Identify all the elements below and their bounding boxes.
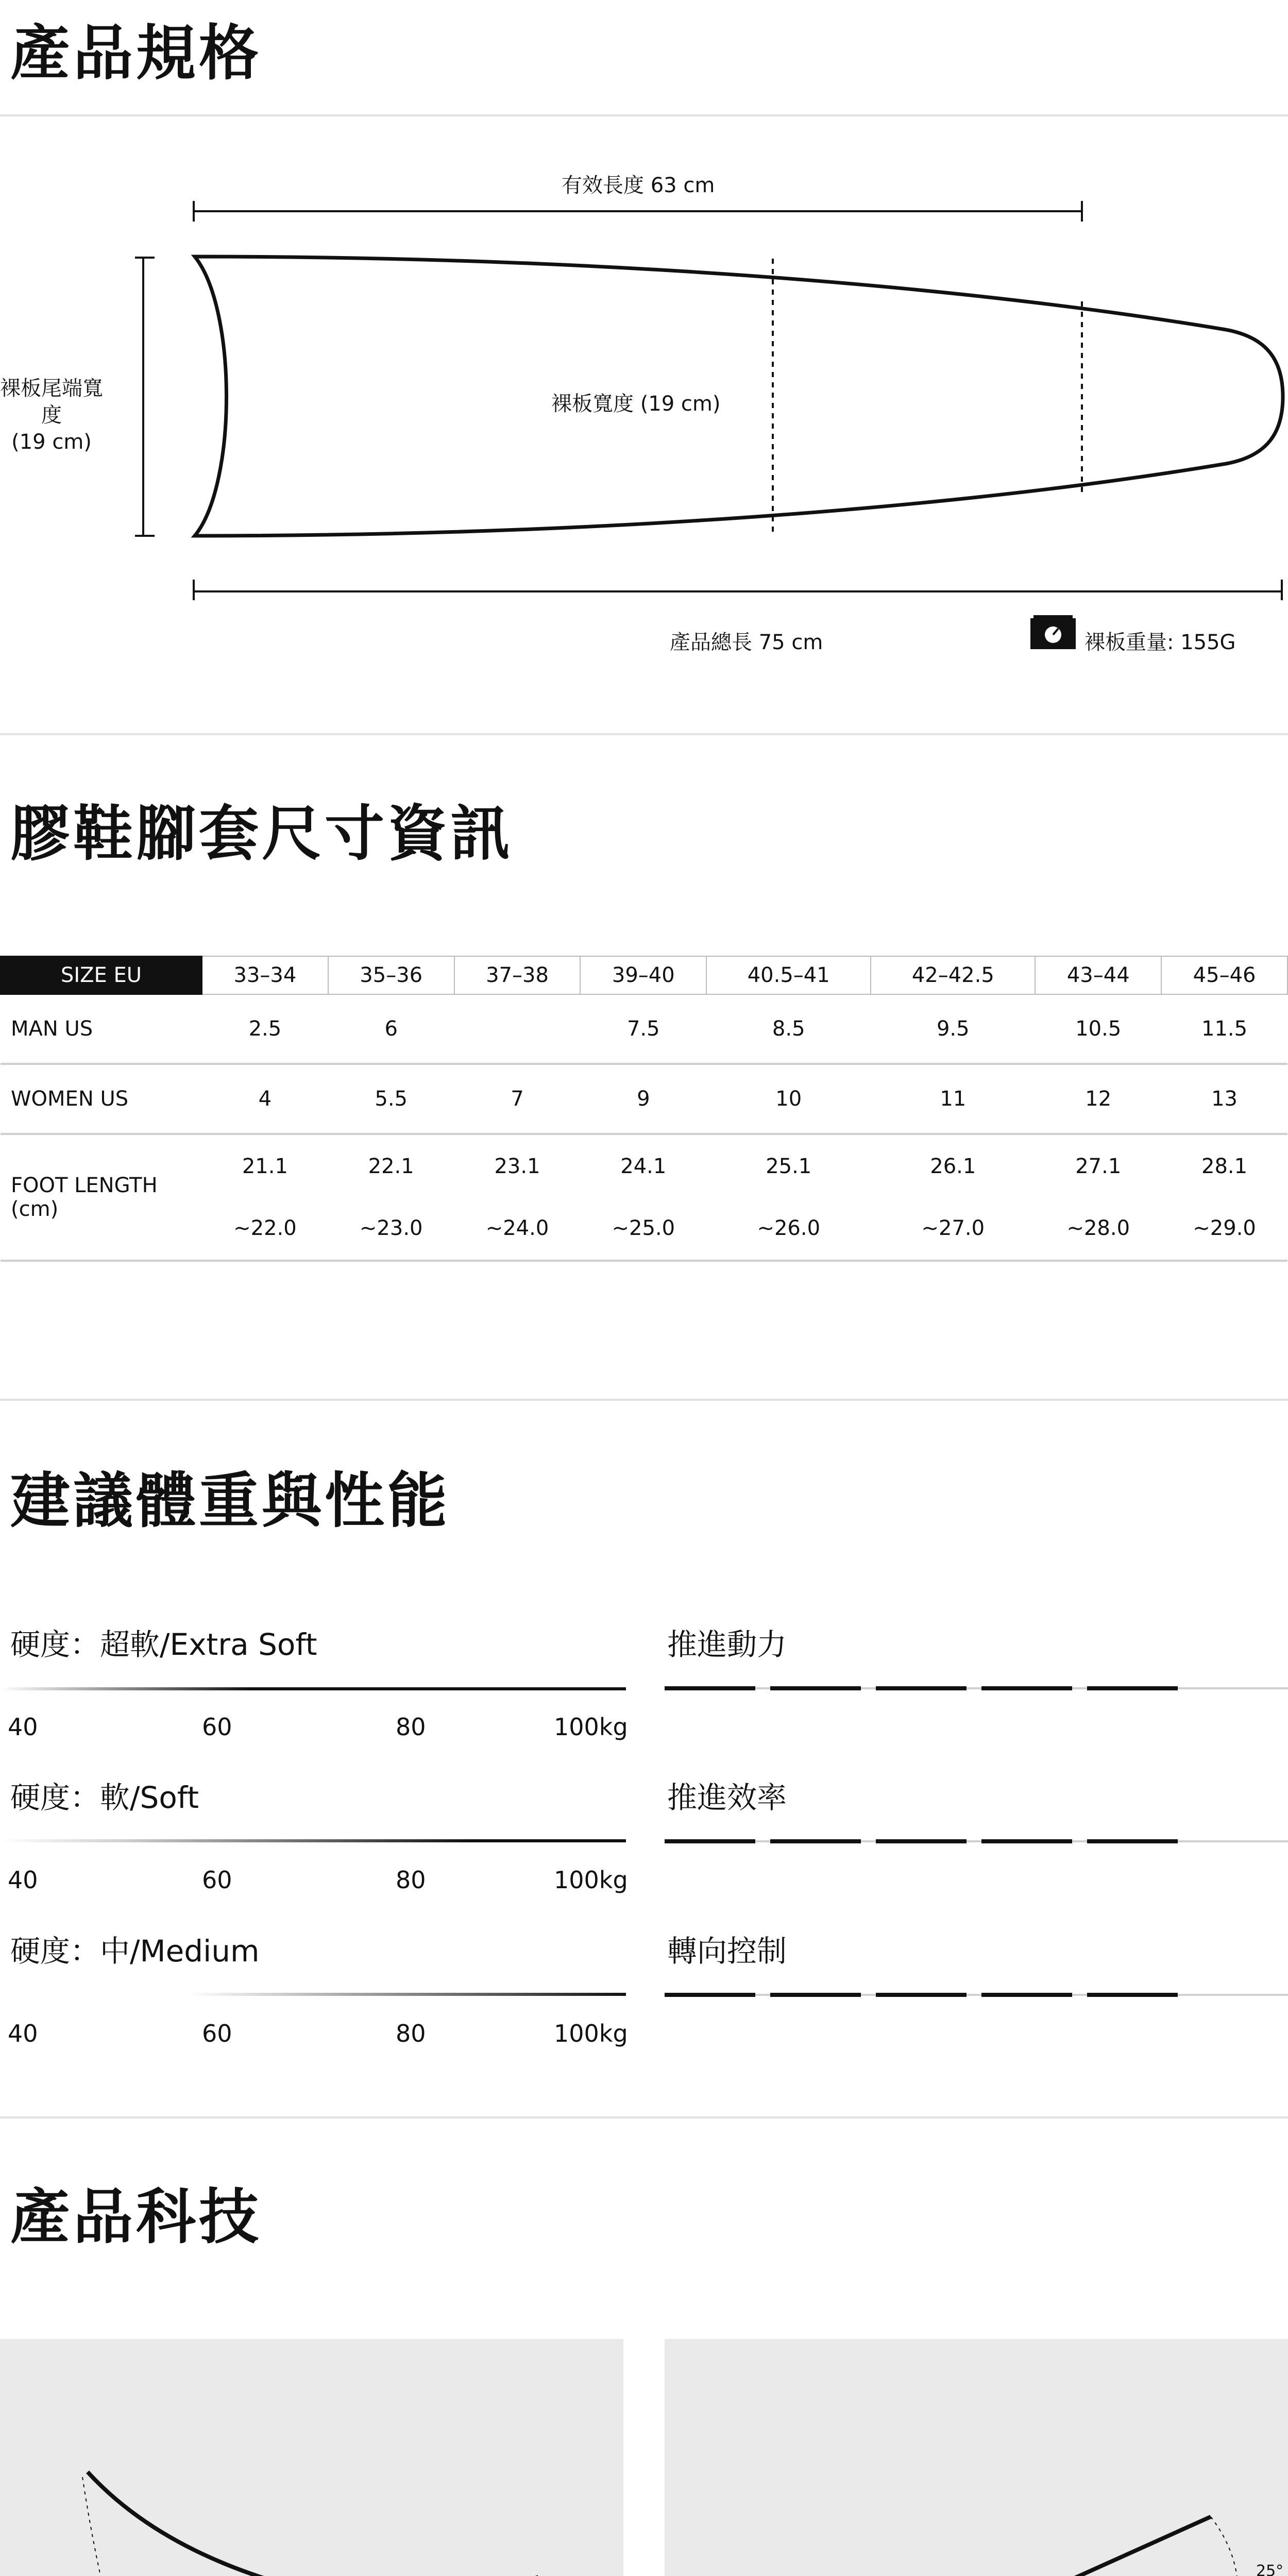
foot-max: ~28.0 xyxy=(1066,1216,1130,1240)
foot-max: ~23.0 xyxy=(359,1216,423,1240)
size-header-row xyxy=(1,956,1287,994)
scale-icon xyxy=(1030,615,1076,649)
scale-100: 100kg xyxy=(554,2020,628,2047)
scale-60: 60 xyxy=(202,1866,232,1894)
cell: 11 xyxy=(940,1087,967,1111)
size-col: 33–34 xyxy=(202,956,328,994)
divider xyxy=(0,733,1288,735)
women-label: WOMEN US xyxy=(11,1087,129,1111)
size-col: 40.5–41 xyxy=(706,956,871,994)
cell: 7 xyxy=(511,1087,524,1111)
scale-40: 40 xyxy=(8,1866,38,1894)
effective-length-label: 有效長度 63 cm xyxy=(562,174,715,197)
scale-60: 60 xyxy=(202,2020,232,2047)
perf-seg xyxy=(1087,1993,1178,1997)
perf-track xyxy=(665,1840,1288,1842)
size-col: 37–38 xyxy=(454,956,581,994)
cell xyxy=(454,1134,581,1261)
divider xyxy=(0,1399,1288,1401)
foot-max: ~25.0 xyxy=(612,1216,675,1240)
perf-efficiency-label: 推進效率 xyxy=(667,1780,787,1815)
size-table xyxy=(0,956,1288,1262)
perf-seg xyxy=(770,1993,861,1997)
cell: 2.5 xyxy=(248,1017,282,1041)
cell: 10 xyxy=(775,1087,802,1111)
cell xyxy=(1035,1134,1161,1261)
foot-min: 22.1 xyxy=(368,1155,414,1178)
foot-max: ~22.0 xyxy=(233,1216,297,1240)
blade-outline xyxy=(195,257,1283,536)
perf-seg xyxy=(770,1839,861,1843)
perf-seg xyxy=(665,1686,755,1690)
weight-title: 建議體重與性能 xyxy=(10,1466,450,1536)
perf-seg xyxy=(876,1993,967,1997)
weight-range-bar xyxy=(0,1687,626,1690)
tail-width-line2: (19 cm) xyxy=(11,430,92,454)
cell: 5.5 xyxy=(375,1087,408,1111)
perf-seg xyxy=(1087,1839,1178,1843)
cell: 7.5 xyxy=(626,1017,660,1041)
spec-title: 產品規格 xyxy=(10,19,262,88)
perf-seg xyxy=(665,1993,755,1997)
foot-min: 21.1 xyxy=(242,1155,288,1178)
foot-min: 26.1 xyxy=(930,1155,976,1178)
curvature-flex-illustration xyxy=(0,2339,623,2576)
man-row xyxy=(1,994,1287,1064)
scale-40: 40 xyxy=(8,1713,38,1741)
cell: 9.5 xyxy=(936,1017,970,1041)
size-col: 39–40 xyxy=(580,956,706,994)
perf-seg xyxy=(665,1839,755,1843)
scale-80: 80 xyxy=(396,1713,426,1741)
foot-min: 27.1 xyxy=(1075,1155,1122,1178)
cell xyxy=(580,1134,706,1261)
scale-40: 40 xyxy=(8,2020,38,2047)
perf-steering-label: 轉向控制 xyxy=(667,1934,787,1969)
perf-seg xyxy=(981,1993,1072,1997)
foot-label: FOOT LENGTH (cm) xyxy=(11,1174,158,1221)
foot-max: ~27.0 xyxy=(921,1216,985,1240)
cell xyxy=(1161,1134,1287,1261)
scale-80: 80 xyxy=(396,2020,426,2047)
hardness-soft-label: 硬度：軟/Soft xyxy=(10,1780,199,1815)
scale-100: 100kg xyxy=(554,1713,628,1741)
perf-power-label: 推進動力 xyxy=(667,1627,787,1662)
blade-width-label: 裸板寬度 (19 cm) xyxy=(551,392,721,416)
efficient-angle-illustration xyxy=(665,2339,1288,2576)
size-col: 42–42.5 xyxy=(871,956,1035,994)
cell: 4 xyxy=(258,1087,272,1111)
scale-80: 80 xyxy=(396,1866,426,1894)
weight-range-bar xyxy=(0,1839,626,1842)
size-col: 45–46 xyxy=(1161,956,1287,994)
curvature-flex-card xyxy=(0,2339,623,2576)
size-col: 43–44 xyxy=(1035,956,1161,994)
cell: 13 xyxy=(1211,1087,1238,1111)
foot-max: ~24.0 xyxy=(485,1216,549,1240)
perf-track xyxy=(665,1687,1288,1689)
foot-min: 23.1 xyxy=(494,1155,540,1178)
size-title: 膠鞋腳套尺寸資訊 xyxy=(10,799,513,869)
cell: 11.5 xyxy=(1201,1017,1248,1041)
cell: 8.5 xyxy=(772,1017,805,1041)
cell xyxy=(202,1134,328,1261)
cell xyxy=(706,1134,871,1261)
cell: 6 xyxy=(384,1017,398,1041)
cell: 10.5 xyxy=(1075,1017,1122,1041)
women-row xyxy=(1,1064,1287,1134)
blade-weight-label: 裸板重量: 155G xyxy=(1084,631,1236,654)
perf-seg xyxy=(981,1839,1072,1843)
foot-min: 28.1 xyxy=(1201,1155,1248,1178)
perf-seg xyxy=(1087,1686,1178,1690)
hardness-medium-label: 硬度：中/Medium xyxy=(10,1934,260,1969)
angle-label: 25° xyxy=(1256,2562,1284,2576)
perf-seg xyxy=(876,1839,967,1843)
divider xyxy=(0,2116,1288,2119)
scale-100: 100kg xyxy=(554,1866,628,1894)
fin-spec-diagram xyxy=(0,0,1288,670)
cell xyxy=(454,994,581,1064)
scale-60: 60 xyxy=(202,1713,232,1741)
foot-row xyxy=(1,1134,1287,1261)
cell xyxy=(328,1134,454,1261)
foot-max: ~29.0 xyxy=(1193,1216,1256,1240)
cell: 12 xyxy=(1085,1087,1112,1111)
foot-min: 24.1 xyxy=(620,1155,667,1178)
perf-seg xyxy=(876,1686,967,1690)
size-eu-header: SIZE EU xyxy=(1,956,202,994)
total-length-label: 產品總長 75 cm xyxy=(670,631,823,654)
foot-max: ~26.0 xyxy=(757,1216,821,1240)
cell: 9 xyxy=(637,1087,650,1111)
man-label: MAN US xyxy=(11,1017,93,1041)
perf-seg xyxy=(981,1686,1072,1690)
perf-track xyxy=(665,1994,1288,1996)
tail-width-line1: 裸板尾端寬度 xyxy=(0,377,103,427)
perf-seg xyxy=(770,1686,861,1690)
foot-min: 25.1 xyxy=(766,1155,812,1178)
hardness-extra-soft-label: 硬度：超軟/Extra Soft xyxy=(10,1627,317,1662)
efficient-angle-card xyxy=(665,2339,1288,2576)
cell xyxy=(871,1134,1035,1261)
tech-title: 產品科技 xyxy=(10,2182,262,2252)
size-col: 35–36 xyxy=(328,956,454,994)
weight-range-bar xyxy=(0,1993,626,1996)
